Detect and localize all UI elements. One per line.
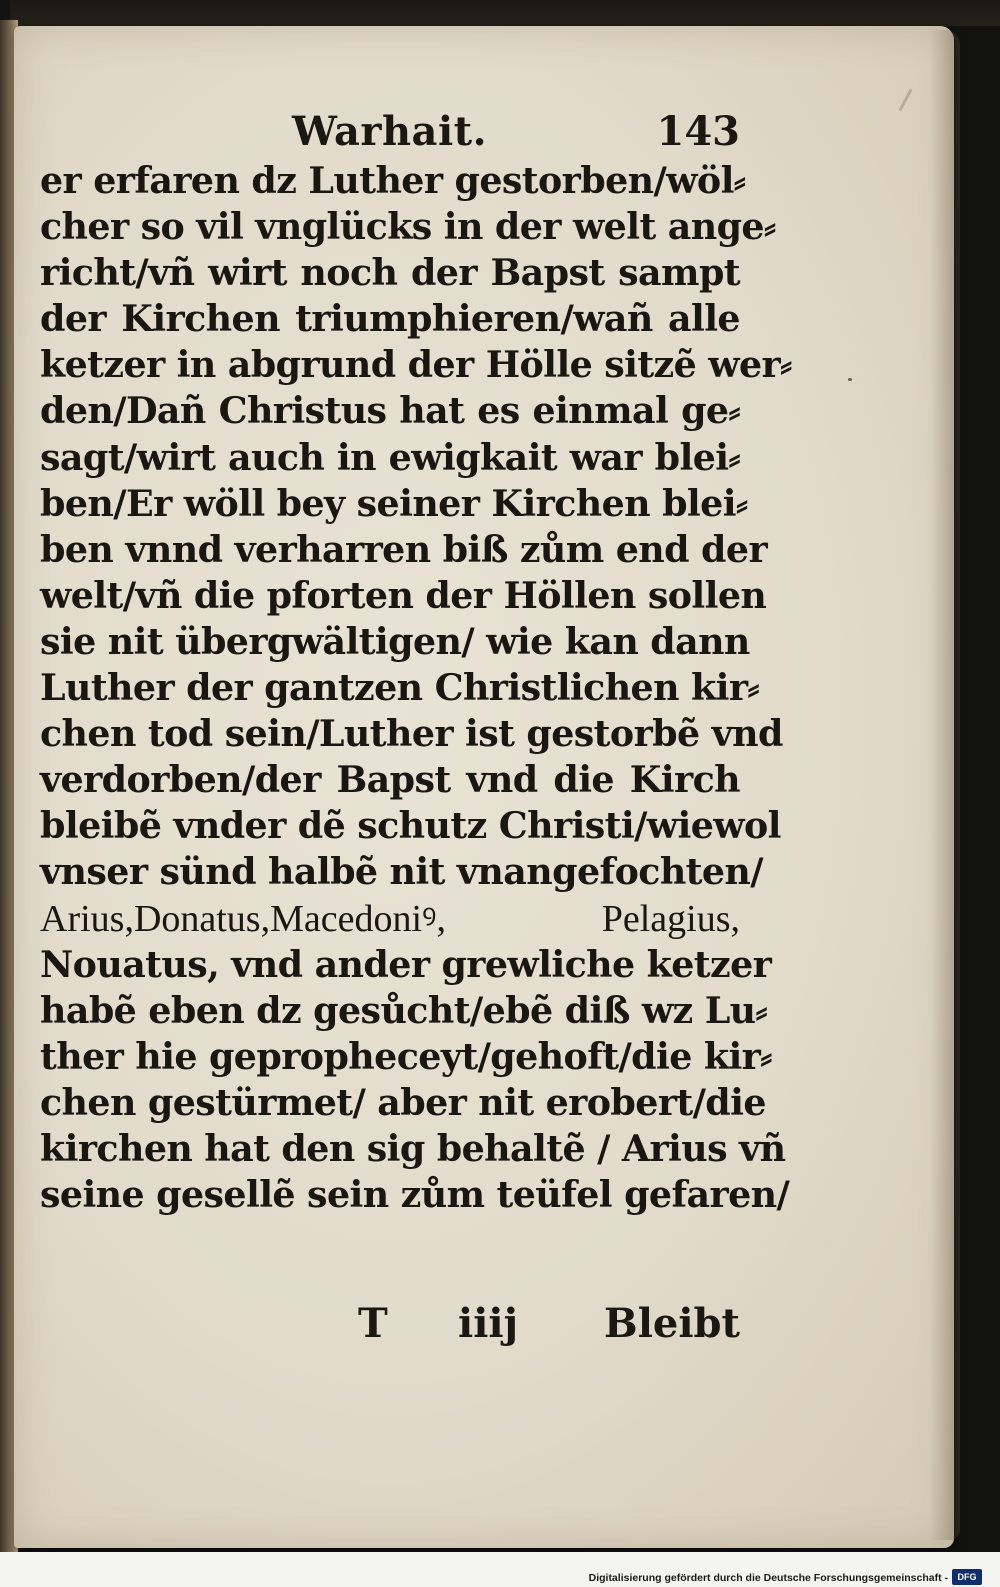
- catchword: Bleibt: [603, 1300, 740, 1347]
- text-line: Nouatus, vnd ander grewliche ketzer: [40, 942, 772, 986]
- text-line: chen tod sein/Luther ist gestorbẽ vnd: [40, 712, 783, 756]
- text-line: sie nit übergwältigen/ wie kan dann: [40, 619, 750, 663]
- text-line: welt/vñ die pforten der Höllen sollen: [40, 573, 767, 617]
- text-line: der Kirchen triumphieren/wañ alle: [40, 297, 740, 341]
- text-line: chen gestürmet/ aber nit erobert/die: [40, 1080, 766, 1124]
- text-line: richt/vñ wirt noch der Bapst sampt: [40, 251, 740, 295]
- signature-number: iiij: [458, 1300, 519, 1347]
- text-line: ben/Er wöll bey seiner Kirchen blei⸗: [40, 481, 748, 525]
- text-line: habẽ eben dz gesůcht/ebẽ diß wz Lu⸗: [40, 988, 768, 1032]
- text-line: seine gesellẽ sein zům teüfel gefaren/: [40, 1173, 790, 1217]
- text-line: ketzer in abgrund der Hölle sitzẽ wer⸗: [40, 343, 792, 387]
- signature-mark: T: [358, 1300, 388, 1347]
- text-block: [40, 158, 792, 1218]
- text-line: ben vnnd verharren biß zům end der: [40, 527, 768, 571]
- running-head-title: Warhait.: [292, 108, 488, 155]
- page-edge-shadow: [930, 30, 960, 1540]
- text-line: ther hie geprophecеyt/gehoft/die kir⸗: [40, 1034, 772, 1078]
- ink-speck: [848, 378, 852, 381]
- signature-line: [40, 1300, 740, 1350]
- text-line: cher so vil vnglücks in der welt ange⸗: [40, 205, 776, 249]
- text-line-antiqua: Arius,Donatus,Macedoniꝰ, Pelagius,: [40, 897, 740, 940]
- text-line: er erfaren dz Luther gestorben/wöl⸗: [40, 159, 746, 202]
- text-line: bleibẽ vnder dẽ schutz Christi/wiewol: [40, 804, 781, 848]
- text-line: kirchen hat den sig behaltẽ / Arius vñ: [40, 1126, 786, 1170]
- book-top-edge: [10, 0, 1000, 26]
- text-line: den/Dañ Christus hat es einmal ge⸗: [40, 389, 740, 433]
- funding-credit: Digitalisierung gefördert durch die Deutsche Forschungsgemeinschaft -: [588, 1572, 948, 1584]
- dfg-logo: DFG: [952, 1569, 982, 1585]
- page-number: 143: [656, 108, 740, 155]
- text-line: Luther der gantzen Christlichen kir⸗: [40, 666, 759, 710]
- text-line: vnser sünd halbẽ nit vnangefochten/: [40, 850, 763, 894]
- text-line: sagt/wirt auch in ewigkait war blei⸗: [40, 435, 740, 479]
- text-line: verdorben/der Bapst vnd die Kirch: [40, 758, 740, 802]
